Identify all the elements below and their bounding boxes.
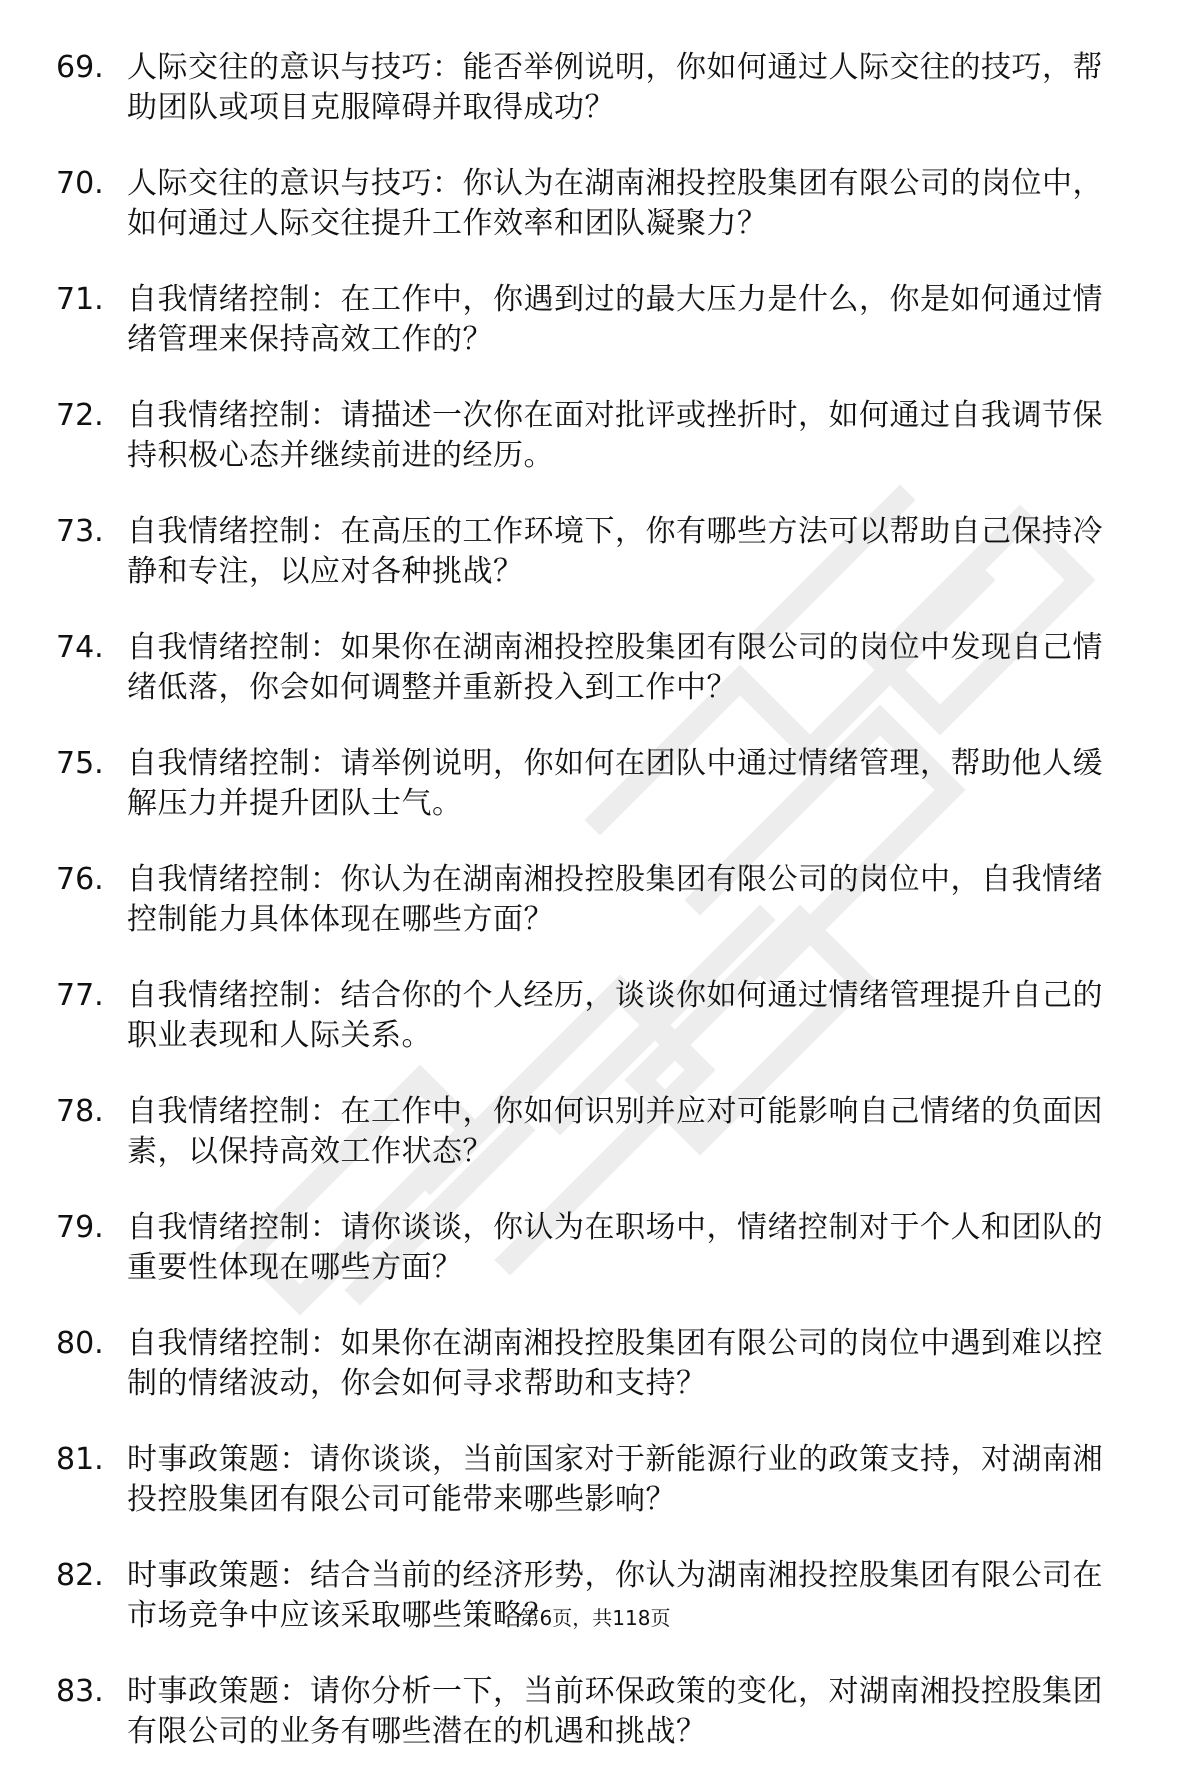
question-item (0, 744, 1190, 860)
question-text: 自我情绪控制：在工作中，你如何识别并应对可能影响自己情绪的负面因素，以保持高效工作状态？ (127, 1094, 1103, 1169)
question-number: 76. (56, 862, 104, 897)
question-item (0, 976, 1190, 1092)
question-item (0, 1092, 1190, 1208)
question-number: 80. (56, 1326, 104, 1361)
question-item (0, 1672, 1190, 1788)
question-item (0, 1440, 1190, 1556)
page-number: 第6页，共118页 (519, 1606, 671, 1630)
question-number: 75. (56, 746, 104, 781)
question-text: 时事政策题：请你分析一下，当前环保政策的变化，对湖南湘投控股集团有限公司的业务有哪些潜在的机遇和挑战？ (127, 1674, 1103, 1749)
question-item (0, 164, 1190, 280)
question-item (0, 396, 1190, 512)
question-item (0, 1324, 1190, 1440)
question-number: 71. (56, 282, 104, 317)
question-number: 79. (56, 1210, 104, 1245)
question-text: 自我情绪控制：请举例说明，你如何在团队中通过情绪管理，帮助他人缓解压力并提升团队士气。 (127, 746, 1103, 821)
question-text: 自我情绪控制：结合你的个人经历，谈谈你如何通过情绪管理提升自己的职业表现和人际关系。 (127, 978, 1103, 1053)
question-text: 自我情绪控制：在工作中，你遇到过的最大压力是什么，你是如何通过情绪管理来保持高效工作的？ (127, 282, 1103, 357)
question-text: 时事政策题：请你谈谈，当前国家对于新能源行业的政策支持，对湖南湘投控股集团有限公司可能带来哪些影响？ (127, 1442, 1103, 1517)
question-text: 自我情绪控制：你认为在湖南湘投控股集团有限公司的岗位中，自我情绪控制能力具体体现在哪些方面？ (127, 862, 1103, 937)
question-number: 74. (56, 630, 104, 665)
question-item (0, 1208, 1190, 1324)
question-text: 人际交往的意识与技巧：你认为在湖南湘投控股集团有限公司的岗位中，如何通过人际交往提升工作效率和团队凝聚力？ (127, 166, 1103, 241)
question-text: 自我情绪控制：在高压的工作环境下，你有哪些方法可以帮助自己保持冷静和专注，以应对各种挑战？ (127, 514, 1103, 589)
question-text: 人际交往的意识与技巧：能否举例说明，你如何通过人际交往的技巧，帮助团队或项目克服障碍并取得成功？ (127, 50, 1103, 125)
question-list (0, 48, 1190, 1788)
question-number: 77. (56, 978, 104, 1013)
question-item (0, 860, 1190, 976)
question-item (0, 48, 1190, 164)
question-text: 自我情绪控制：如果你在湖南湘投控股集团有限公司的岗位中发现自己情绪低落，你会如何调整并重新投入到工作中？ (127, 630, 1103, 705)
question-number: 73. (56, 514, 104, 549)
question-number: 78. (56, 1094, 104, 1129)
question-number: 70. (56, 166, 104, 201)
question-text: 自我情绪控制：请描述一次你在面对批评或挫折时，如何通过自我调节保持积极心态并继续前进的经历。 (127, 398, 1103, 473)
question-number: 83. (56, 1674, 104, 1709)
question-text: 自我情绪控制：如果你在湖南湘投控股集团有限公司的岗位中遇到难以控制的情绪波动，你会如何寻求帮助和支持？ (127, 1326, 1103, 1401)
question-text: 时事政策题：结合当前的经济形势，你认为湖南湘投控股集团有限公司在市场竞争中应该采取哪些策略？ (127, 1558, 1103, 1633)
question-text: 自我情绪控制：请你谈谈，你认为在职场中，情绪控制对于个人和团队的重要性体现在哪些方面？ (127, 1210, 1103, 1285)
question-number: 82. (56, 1558, 104, 1593)
question-number: 81. (56, 1442, 104, 1477)
question-item (0, 628, 1190, 744)
question-number: 72. (56, 398, 104, 433)
question-item (0, 280, 1190, 396)
question-number: 69. (56, 50, 104, 85)
question-item (0, 512, 1190, 628)
